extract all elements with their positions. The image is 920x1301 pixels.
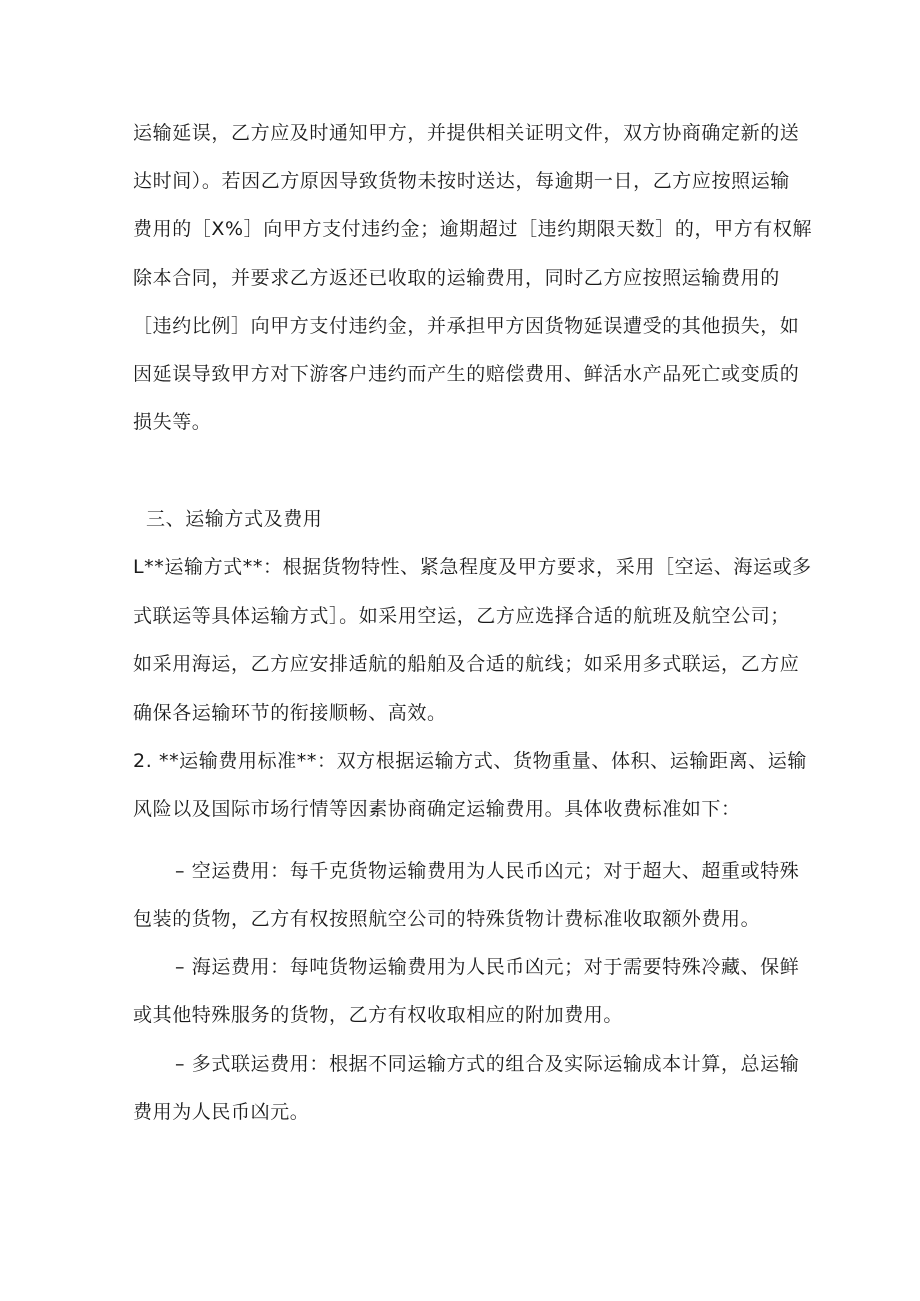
fee-line: 包装的货物，乙方有权按照航空公司的特殊货物计费标准收取额外费用。 xyxy=(133,908,761,930)
paragraph-line: 除本合同，并要求乙方返还已收取的运输费用，同时乙方应按照运输费用的 xyxy=(133,267,780,289)
item-line: 风险以及国际市场行情等因素协商确定运输费用。具体收费标准如下： xyxy=(133,798,741,820)
paragraph-line: 因延误导致甲方对下游客户违约而产生的赔偿费用、鲜活水产品死亡或变质的 xyxy=(133,363,800,385)
item-line: 式联运等具体运输方式］。如采用空运，乙方应选择合适的航班及航空公司； xyxy=(133,605,790,627)
item-line: L**运输方式**：根据货物特性、紧急程度及甲方要求，采用［空运、海运或多 xyxy=(133,556,812,578)
paragraph-line: 运输延误，乙方应及时通知甲方，并提供相关证明文件，双方协商确定新的送 xyxy=(133,122,800,144)
item-line: 如采用海运，乙方应安排适航的船舶及合适的航线；如采用多式联运，乙方应 xyxy=(133,653,800,675)
paragraph-line: 费用的［X%］向甲方支付违约金；逾期超过［违约期限天数］的，甲方有权解 xyxy=(133,218,813,240)
fee-line: 或其他特殊服务的货物，乙方有权收取相应的附加费用。 xyxy=(133,1004,624,1026)
paragraph-line: 损失等。 xyxy=(133,411,212,433)
paragraph-line: ［违约比例］向甲方支付违约金，并承担甲方因货物延误遭受的其他损失，如 xyxy=(133,315,800,337)
fee-line: – 空运费用：每千克货物运输费用为人民币凶元；对于超大、超重或特殊 xyxy=(175,860,800,882)
fee-line: 费用为人民币凶元。 xyxy=(133,1101,310,1123)
item-line: 确保各运输环节的衔接顺畅、高效。 xyxy=(133,702,447,724)
section-heading: 三、运输方式及费用 xyxy=(146,508,323,530)
paragraph-line: 达时间）。若因乙方原因导致货物未按时送达，每逾期一日，乙方应按照运输 xyxy=(133,170,790,192)
fee-line: – 海运费用：每吨货物运输费用为人民币凶元；对于需要特殊冷藏、保鲜 xyxy=(175,956,800,978)
item-line: 2. **运输费用标准**：双方根据运输方式、货物重量、体积、运输距离、运输 xyxy=(133,750,807,772)
fee-line: – 多式联运费用：根据不同运输方式的组合及实际运输成本计算，总运输 xyxy=(175,1053,800,1075)
